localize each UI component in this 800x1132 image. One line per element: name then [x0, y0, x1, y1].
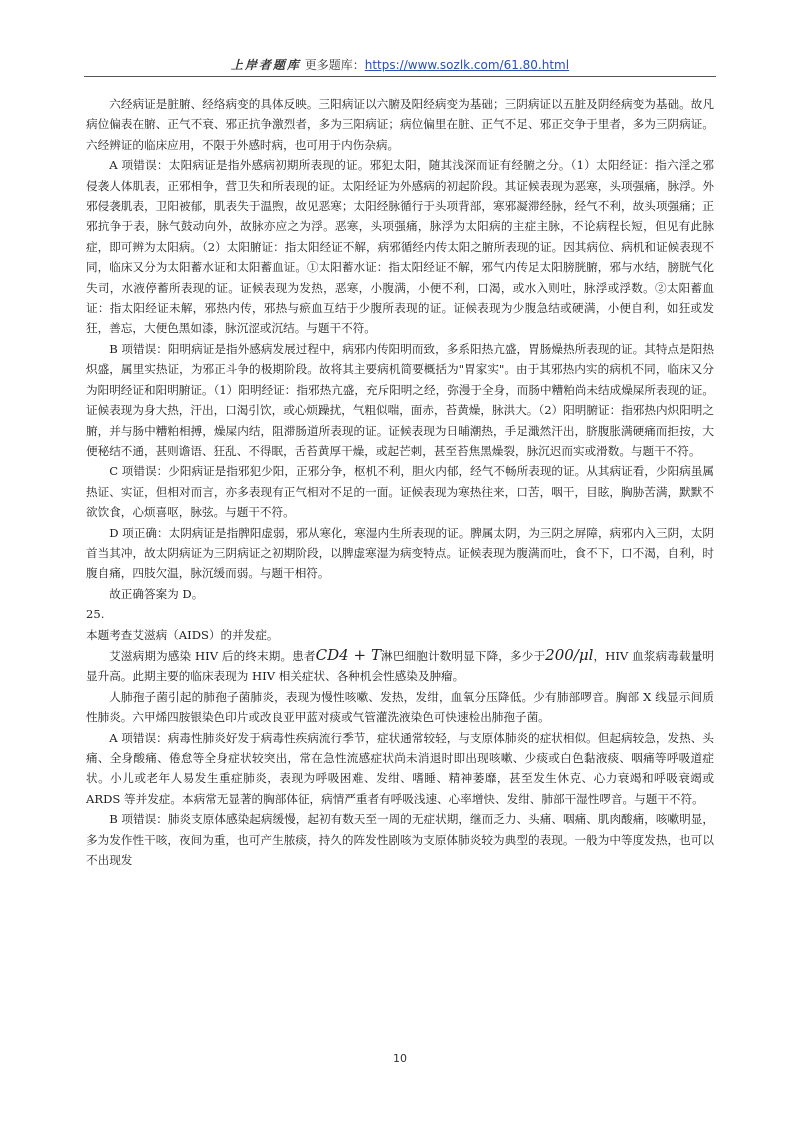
header-separator: 更多题库：: [300, 58, 365, 72]
formula-count: 200/μl: [545, 645, 594, 664]
paragraph-aids-stage: [86, 645, 714, 687]
paragraph-six-meridians: 六经病证是脏腑、经络病变的具体反映。三阳病证以六腑及阳经病变为基础；三阴病证以五脏及阴经病变为基础。故凡病位偏表在腑、正气不衰、邪正抗争激烈者，多为三阳病证；病位偏里在脏、正气不足、邪正交争于里者，多为三阴病证。六经辨证的临床应用，不限于外感时病，也可用于内伤杂病。: [86, 97, 714, 152]
paragraph-option-b: B 项错误：阳明病证是指外感病发展过程中，病邪内传阳明而致，多系阳热亢盛，胃肠燥热所表现的证。其特点是阳热炽盛，属里实热证，为邪正斗争的极期阶段。故将其主要病机简要概括为"胃家实"。由于其邪热内实的病机不同，临床又分为阳明经证和阳明腑证。（1）阳明经证：指邪热亢盛，充斥阳明之经，弥漫于全身，而肠中糟粕尚未结成燥屎所表现的证。证候表现为身大热，汗出，口渴引饮，或心烦躁扰，气粗似喘，面赤，苔黄燥，脉洪大。（2）阳明腑证：指邪热内炽阳明之腑，并与肠中糟粕相搏，燥屎内结，阻滞肠道所表现的证。证候表现为日晡潮热，手足濈然汗出，脐腹胀满硬痛而拒按，大便秘结不通，甚则谵语、狂乱、不得眠，舌苔黄厚干燥，或起芒刺，甚至苔焦黑燥裂，脉沉迟而实或滑数。与题干不符。: [86, 341, 714, 458]
aids-text-middle: 淋巴细胞计数明显下降，多少于: [381, 648, 546, 663]
paragraph-option-a2: A 项错误：病毒性肺炎好发于病毒性疾病流行季节，症状通常较轻，与支原体肺炎的症状相似。但起病较急，发热、头痛、全身酸痛、倦怠等全身症状较突出，常在急性流感症状尚未消退时即出现咳嗽、少痰或白色黏液痰、咽痛等呼吸道症状。小儿或老年人易发生重症肺炎，表现为呼吸困难、发绀、嗜睡、精神萎靡，甚至发生休克、心力衰竭和呼吸衰竭或 ARDS 等并发症。本病常无显著的胸部体征，病情严重者有呼吸浅速、心率增快、发绀、肺部干湿性啰音。与题干不符。: [86, 730, 714, 806]
paragraph-option-d: D 项正确：太阴病证是指脾阳虚弱，邪从寒化，寒湿内生所表现的证。脾属太阴，为三阴之屏障，病邪内入三阴，太阴首当其冲，故太阴病证为三阴病证之初期阶段，以脾虚寒湿为病变特点。证候表现为腹满而吐，食不下，口不渴，自利，时腹自痛，四肢欠温，脉沉缓而弱。与题干相符。: [86, 525, 714, 581]
paragraph-pneumocystis: 人肺孢子菌引起的肺孢子菌肺炎，表现为慢性咳嗽、发热，发绀，血氧分压降低。少有肺部啰音。胸部 X 线显示间质性肺炎。六甲烯四胺银染色印片或改良亚甲蓝对痰或气管灌洗液染色可快速检出肺孢子菌。: [86, 689, 714, 725]
header-rule: [84, 76, 716, 77]
paragraph-option-c: C 项错误：少阳病证是指邪犯少阳，正邪分争，枢机不利，胆火内郁，经气不畅所表现的证。从其病证看，少阳病虽属热证、实证，但相对而言，亦多表现有正气相对不足的一面。证候表现为寒热往来，口苦，咽干，目眩，胸胁苦满，默默不欲饮食，心烦喜呕，脉弦。与题干不符。: [86, 464, 714, 520]
aids-text-before: 艾滋病期为感染 HIV 后的终末期。患者: [109, 648, 316, 663]
formula-cd4: CD4 + T: [315, 645, 382, 664]
paragraph-answer: 故正确答案为 D。: [109, 586, 204, 601]
paragraph-option-a: A 项错误：太阳病证是指外感病初期所表现的证。邪犯太阳，随其浅深而证有经腑之分。（1）太阳经证：指六淫之邪侵袭人体肌表，正邪相争，营卫失和所表现的证。太阳经证为外感病的初起阶段。其证候表现为恶寒，头项强痛，脉浮。外邪侵袭肌表，卫阳被郁，肌表失于温煦，故见恶寒；太阳经脉循行于头项背部，寒邪凝滞经脉，经气不利，故头项强痛；正邪抗争于表，脉气鼓动向外，故脉亦应之为浮。恶寒，头项强痛，脉浮为太阳病的主症主脉，不论病程长短，但见有此脉症，即可辨为太阳病。（2）太阳腑证：指太阳经证不解，病邪循经内传太阳之腑所表现的证。因其病位、病机和证候表现不同，临床又分为太阳蓄水证和太阳蓄血证。①太阳蓄水证：指太阳经证不解，邪气内传足太阳膀胱腑，邪与水结，膀胱气化失司，水液停蓄所表现的证。证候表现为发热，恶寒，小腹满，小便不利，口渴，或水入则吐，脉浮或浮数。②太阳蓄血证：指太阳经证未解，邪热内传，邪热与瘀血互结于少腹所表现的证。证候表现为少腹急结或硬满，小便自利，如狂或发狂，善忘，大便色黑如漆，脉沉涩或沉结。与题干不符。: [86, 158, 714, 336]
aids-text-after: ，HIV 血浆病毒载量明显升高。此期主要的临床表现为 HIV 相关症状、各种机会性感染及肿瘤。: [86, 648, 715, 684]
header-brand: 上岸者题库: [230, 58, 301, 72]
paragraph-option-b2: B 项错误：肺炎支原体感染起病缓慢，起初有数天至一周的无症状期，继而乏力、头痛、咽痛、肌肉酸痛，咳嗽明显，多为发作性干咳，夜间为重，也可产生脓痰，持久的阵发性剧咳为支原体肺炎较为典型的表现。一般为中等度发热，也可以不出现发: [86, 812, 714, 868]
page-number: 10: [393, 1052, 407, 1065]
page-header: [0, 56, 800, 73]
question-topic: 本题考查艾滋病（AIDS）的并发症。: [86, 627, 279, 642]
header-url-link[interactable]: https://www.sozlk.com/61.80.html: [364, 58, 570, 72]
question-number: 25.: [86, 607, 105, 622]
document-body: [86, 94, 714, 870]
